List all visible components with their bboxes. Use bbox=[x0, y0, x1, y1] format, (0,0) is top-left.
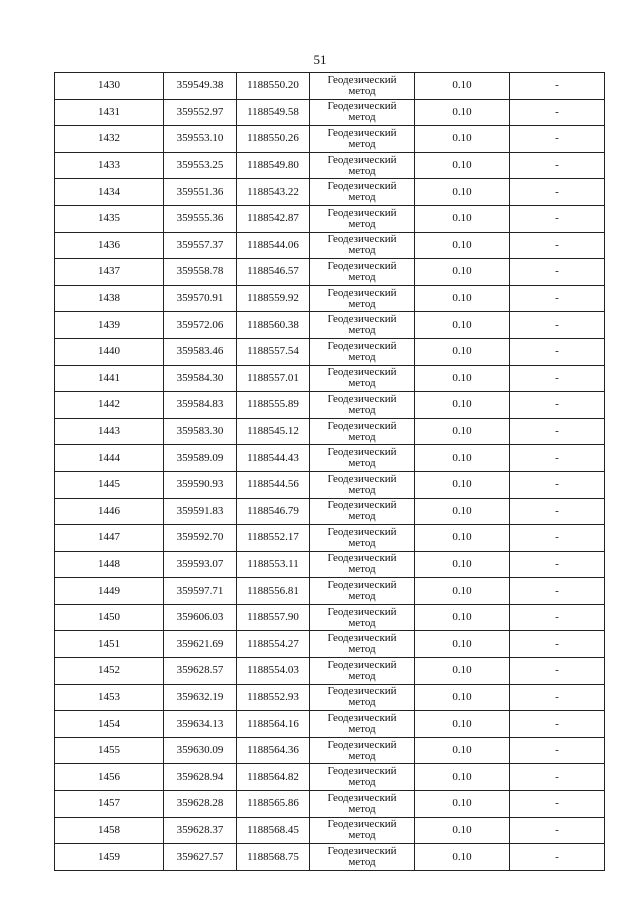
x-coordinate-cell: 359628.94 bbox=[164, 764, 237, 791]
description-cell: - bbox=[510, 73, 605, 100]
y-coordinate-cell: 1188568.75 bbox=[237, 844, 310, 871]
description-cell: - bbox=[510, 578, 605, 605]
y-coordinate-cell: 1188564.82 bbox=[237, 764, 310, 791]
y-coordinate-cell: 1188549.80 bbox=[237, 152, 310, 179]
method-cell bbox=[310, 551, 415, 578]
method-cell bbox=[310, 791, 415, 818]
accuracy-cell: 0.10 bbox=[415, 817, 510, 844]
accuracy-cell: 0.10 bbox=[415, 791, 510, 818]
x-coordinate-cell: 359551.36 bbox=[164, 179, 237, 206]
point-number-cell: 1451 bbox=[55, 631, 164, 658]
method-line-2: метод bbox=[348, 377, 376, 390]
method-line-1: Геодезический bbox=[327, 552, 397, 565]
y-coordinate-cell: 1188542.87 bbox=[237, 205, 310, 232]
method-line-2: метод bbox=[348, 164, 376, 177]
table-row bbox=[55, 578, 605, 605]
method-line-2: метод bbox=[348, 776, 376, 789]
x-coordinate-cell: 359584.30 bbox=[164, 365, 237, 392]
y-coordinate-cell: 1188557.54 bbox=[237, 338, 310, 365]
method-cell bbox=[310, 817, 415, 844]
x-coordinate-cell: 359630.09 bbox=[164, 737, 237, 764]
y-coordinate-cell: 1188545.12 bbox=[237, 418, 310, 445]
method-line-2: метод bbox=[348, 430, 376, 443]
description-cell: - bbox=[510, 604, 605, 631]
x-coordinate-cell: 359553.25 bbox=[164, 152, 237, 179]
method-cell bbox=[310, 285, 415, 312]
method-cell bbox=[310, 205, 415, 232]
table-row bbox=[55, 73, 605, 100]
method-cell bbox=[310, 684, 415, 711]
method-line-2: метод bbox=[348, 270, 376, 283]
point-number-cell: 1435 bbox=[55, 205, 164, 232]
method-line-1: Геодезический bbox=[327, 499, 397, 512]
table-row bbox=[55, 711, 605, 738]
method-cell bbox=[310, 392, 415, 419]
table-row bbox=[55, 285, 605, 312]
y-coordinate-cell: 1188565.86 bbox=[237, 791, 310, 818]
y-coordinate-cell: 1188557.01 bbox=[237, 365, 310, 392]
method-cell bbox=[310, 631, 415, 658]
table-row bbox=[55, 551, 605, 578]
y-coordinate-cell: 1188550.26 bbox=[237, 126, 310, 153]
table-row bbox=[55, 312, 605, 339]
point-number-cell: 1455 bbox=[55, 737, 164, 764]
table-row bbox=[55, 604, 605, 631]
method-line-1: Геодезический bbox=[327, 313, 397, 326]
table-row bbox=[55, 791, 605, 818]
x-coordinate-cell: 359583.30 bbox=[164, 418, 237, 445]
method-line-1: Геодезический bbox=[327, 392, 397, 405]
method-line-2: метод bbox=[348, 324, 376, 337]
table-row bbox=[55, 498, 605, 525]
method-line-1: Геодезический bbox=[327, 685, 397, 698]
method-cell bbox=[310, 471, 415, 498]
method-cell bbox=[310, 711, 415, 738]
method-cell bbox=[310, 312, 415, 339]
table-row bbox=[55, 259, 605, 286]
description-cell: - bbox=[510, 817, 605, 844]
method-cell bbox=[310, 764, 415, 791]
accuracy-cell: 0.10 bbox=[415, 152, 510, 179]
point-number-cell: 1445 bbox=[55, 471, 164, 498]
description-cell: - bbox=[510, 658, 605, 685]
table-row bbox=[55, 445, 605, 472]
method-cell bbox=[310, 604, 415, 631]
method-line-2: метод bbox=[348, 723, 376, 736]
point-number-cell: 1450 bbox=[55, 604, 164, 631]
point-number-cell: 1442 bbox=[55, 392, 164, 419]
method-line-2: метод bbox=[348, 802, 376, 815]
point-number-cell: 1449 bbox=[55, 578, 164, 605]
description-cell: - bbox=[510, 312, 605, 339]
method-cell bbox=[310, 844, 415, 871]
x-coordinate-cell: 359592.70 bbox=[164, 525, 237, 552]
point-number-cell: 1456 bbox=[55, 764, 164, 791]
point-number-cell: 1448 bbox=[55, 551, 164, 578]
method-line-2: метод bbox=[348, 403, 376, 416]
description-cell: - bbox=[510, 471, 605, 498]
y-coordinate-cell: 1188543.22 bbox=[237, 179, 310, 206]
method-line-1: Геодезический bbox=[327, 525, 397, 538]
accuracy-cell: 0.10 bbox=[415, 844, 510, 871]
y-coordinate-cell: 1188554.03 bbox=[237, 658, 310, 685]
method-line-1: Геодезический bbox=[327, 446, 397, 459]
point-number-cell: 1453 bbox=[55, 684, 164, 711]
description-cell: - bbox=[510, 711, 605, 738]
point-number-cell: 1457 bbox=[55, 791, 164, 818]
method-line-2: метод bbox=[348, 696, 376, 709]
method-line-1: Геодезический bbox=[327, 206, 397, 219]
method-line-2: метод bbox=[348, 669, 376, 682]
x-coordinate-cell: 359590.93 bbox=[164, 471, 237, 498]
x-coordinate-cell: 359572.06 bbox=[164, 312, 237, 339]
accuracy-cell: 0.10 bbox=[415, 658, 510, 685]
y-coordinate-cell: 1188544.06 bbox=[237, 232, 310, 259]
y-coordinate-cell: 1188546.57 bbox=[237, 259, 310, 286]
description-cell: - bbox=[510, 126, 605, 153]
accuracy-cell: 0.10 bbox=[415, 205, 510, 232]
x-coordinate-cell: 359606.03 bbox=[164, 604, 237, 631]
description-cell: - bbox=[510, 525, 605, 552]
x-coordinate-cell: 359634.13 bbox=[164, 711, 237, 738]
x-coordinate-cell: 359570.91 bbox=[164, 285, 237, 312]
method-cell bbox=[310, 232, 415, 259]
description-cell: - bbox=[510, 338, 605, 365]
description-cell: - bbox=[510, 764, 605, 791]
point-number-cell: 1439 bbox=[55, 312, 164, 339]
method-line-2: метод bbox=[348, 244, 376, 257]
method-line-2: метод bbox=[348, 483, 376, 496]
method-line-1: Геодезический bbox=[327, 419, 397, 432]
accuracy-cell: 0.10 bbox=[415, 764, 510, 791]
description-cell: - bbox=[510, 392, 605, 419]
method-line-1: Геодезический bbox=[327, 791, 397, 804]
accuracy-cell: 0.10 bbox=[415, 525, 510, 552]
x-coordinate-cell: 359555.36 bbox=[164, 205, 237, 232]
method-line-2: метод bbox=[348, 643, 376, 656]
accuracy-cell: 0.10 bbox=[415, 445, 510, 472]
method-line-2: метод bbox=[348, 111, 376, 124]
point-number-cell: 1440 bbox=[55, 338, 164, 365]
method-line-2: метод bbox=[348, 217, 376, 230]
y-coordinate-cell: 1188555.89 bbox=[237, 392, 310, 419]
y-coordinate-cell: 1188553.11 bbox=[237, 551, 310, 578]
point-number-cell: 1434 bbox=[55, 179, 164, 206]
method-line-2: метод bbox=[348, 191, 376, 204]
y-coordinate-cell: 1188559.92 bbox=[237, 285, 310, 312]
table-row bbox=[55, 338, 605, 365]
description-cell: - bbox=[510, 152, 605, 179]
description-cell: - bbox=[510, 737, 605, 764]
description-cell: - bbox=[510, 498, 605, 525]
accuracy-cell: 0.10 bbox=[415, 392, 510, 419]
table-row bbox=[55, 418, 605, 445]
method-line-2: метод bbox=[348, 84, 376, 97]
accuracy-cell: 0.10 bbox=[415, 551, 510, 578]
accuracy-cell: 0.10 bbox=[415, 365, 510, 392]
description-cell: - bbox=[510, 445, 605, 472]
table-body bbox=[55, 73, 605, 871]
accuracy-cell: 0.10 bbox=[415, 73, 510, 100]
method-line-2: метод bbox=[348, 616, 376, 629]
accuracy-cell: 0.10 bbox=[415, 604, 510, 631]
accuracy-cell: 0.10 bbox=[415, 684, 510, 711]
y-coordinate-cell: 1188564.36 bbox=[237, 737, 310, 764]
description-cell: - bbox=[510, 285, 605, 312]
x-coordinate-cell: 359549.38 bbox=[164, 73, 237, 100]
x-coordinate-cell: 359632.19 bbox=[164, 684, 237, 711]
y-coordinate-cell: 1188552.17 bbox=[237, 525, 310, 552]
point-number-cell: 1432 bbox=[55, 126, 164, 153]
point-number-cell: 1433 bbox=[55, 152, 164, 179]
method-line-1: Геодезический bbox=[327, 472, 397, 485]
x-coordinate-cell: 359593.07 bbox=[164, 551, 237, 578]
description-cell: - bbox=[510, 551, 605, 578]
description-cell: - bbox=[510, 259, 605, 286]
accuracy-cell: 0.10 bbox=[415, 99, 510, 126]
accuracy-cell: 0.10 bbox=[415, 498, 510, 525]
method-cell bbox=[310, 179, 415, 206]
x-coordinate-cell: 359621.69 bbox=[164, 631, 237, 658]
method-cell bbox=[310, 658, 415, 685]
method-line-2: метод bbox=[348, 510, 376, 523]
x-coordinate-cell: 359591.83 bbox=[164, 498, 237, 525]
description-cell: - bbox=[510, 232, 605, 259]
table-row bbox=[55, 631, 605, 658]
point-number-cell: 1447 bbox=[55, 525, 164, 552]
table-row bbox=[55, 152, 605, 179]
table-row bbox=[55, 232, 605, 259]
accuracy-cell: 0.10 bbox=[415, 179, 510, 206]
point-number-cell: 1444 bbox=[55, 445, 164, 472]
description-cell: - bbox=[510, 99, 605, 126]
method-line-1: Геодезический bbox=[327, 366, 397, 379]
accuracy-cell: 0.10 bbox=[415, 232, 510, 259]
x-coordinate-cell: 359558.78 bbox=[164, 259, 237, 286]
table-row bbox=[55, 764, 605, 791]
point-number-cell: 1443 bbox=[55, 418, 164, 445]
accuracy-cell: 0.10 bbox=[415, 471, 510, 498]
table-row bbox=[55, 525, 605, 552]
method-cell bbox=[310, 126, 415, 153]
point-number-cell: 1431 bbox=[55, 99, 164, 126]
method-line-1: Геодезический bbox=[327, 579, 397, 592]
x-coordinate-cell: 359553.10 bbox=[164, 126, 237, 153]
x-coordinate-cell: 359628.28 bbox=[164, 791, 237, 818]
x-coordinate-cell: 359589.09 bbox=[164, 445, 237, 472]
point-number-cell: 1430 bbox=[55, 73, 164, 100]
point-number-cell: 1458 bbox=[55, 817, 164, 844]
accuracy-cell: 0.10 bbox=[415, 338, 510, 365]
accuracy-cell: 0.10 bbox=[415, 259, 510, 286]
table-row bbox=[55, 471, 605, 498]
point-number-cell: 1454 bbox=[55, 711, 164, 738]
method-line-2: метод bbox=[348, 457, 376, 470]
table-row bbox=[55, 684, 605, 711]
table-row bbox=[55, 817, 605, 844]
accuracy-cell: 0.10 bbox=[415, 578, 510, 605]
description-cell: - bbox=[510, 844, 605, 871]
y-coordinate-cell: 1188552.93 bbox=[237, 684, 310, 711]
y-coordinate-cell: 1188544.56 bbox=[237, 471, 310, 498]
method-line-1: Геодезический bbox=[327, 259, 397, 272]
x-coordinate-cell: 359628.37 bbox=[164, 817, 237, 844]
method-line-2: метод bbox=[348, 829, 376, 842]
method-line-1: Геодезический bbox=[327, 153, 397, 166]
y-coordinate-cell: 1188568.45 bbox=[237, 817, 310, 844]
method-line-1: Геодезический bbox=[327, 339, 397, 352]
x-coordinate-cell: 359597.71 bbox=[164, 578, 237, 605]
description-cell: - bbox=[510, 418, 605, 445]
method-line-2: метод bbox=[348, 856, 376, 869]
method-cell bbox=[310, 152, 415, 179]
method-line-2: метод bbox=[348, 297, 376, 310]
point-number-cell: 1436 bbox=[55, 232, 164, 259]
y-coordinate-cell: 1188560.38 bbox=[237, 312, 310, 339]
accuracy-cell: 0.10 bbox=[415, 312, 510, 339]
table-row bbox=[55, 737, 605, 764]
accuracy-cell: 0.10 bbox=[415, 418, 510, 445]
method-line-2: метод bbox=[348, 749, 376, 762]
table-row bbox=[55, 844, 605, 871]
method-cell bbox=[310, 259, 415, 286]
method-cell bbox=[310, 525, 415, 552]
description-cell: - bbox=[510, 205, 605, 232]
x-coordinate-cell: 359583.46 bbox=[164, 338, 237, 365]
method-line-2: метод bbox=[348, 137, 376, 150]
method-line-1: Геодезический bbox=[327, 605, 397, 618]
point-number-cell: 1459 bbox=[55, 844, 164, 871]
table-row bbox=[55, 658, 605, 685]
x-coordinate-cell: 359552.97 bbox=[164, 99, 237, 126]
point-number-cell: 1441 bbox=[55, 365, 164, 392]
table-row bbox=[55, 205, 605, 232]
table-row bbox=[55, 126, 605, 153]
y-coordinate-cell: 1188544.43 bbox=[237, 445, 310, 472]
point-number-cell: 1452 bbox=[55, 658, 164, 685]
point-number-cell: 1437 bbox=[55, 259, 164, 286]
method-cell bbox=[310, 99, 415, 126]
method-cell bbox=[310, 365, 415, 392]
page-number: 51 bbox=[313, 52, 327, 67]
description-cell: - bbox=[510, 631, 605, 658]
method-line-1: Геодезический bbox=[327, 658, 397, 671]
y-coordinate-cell: 1188549.58 bbox=[237, 99, 310, 126]
y-coordinate-cell: 1188550.20 bbox=[237, 73, 310, 100]
coordinates-table bbox=[54, 72, 605, 871]
method-line-2: метод bbox=[348, 350, 376, 363]
table-row bbox=[55, 99, 605, 126]
method-cell bbox=[310, 338, 415, 365]
accuracy-cell: 0.10 bbox=[415, 737, 510, 764]
method-line-1: Геодезический bbox=[327, 286, 397, 299]
description-cell: - bbox=[510, 365, 605, 392]
x-coordinate-cell: 359584.83 bbox=[164, 392, 237, 419]
method-cell bbox=[310, 737, 415, 764]
method-line-2: метод bbox=[348, 590, 376, 603]
method-line-1: Геодезический bbox=[327, 845, 397, 858]
method-line-1: Геодезический bbox=[327, 818, 397, 831]
table-row bbox=[55, 392, 605, 419]
y-coordinate-cell: 1188564.16 bbox=[237, 711, 310, 738]
accuracy-cell: 0.10 bbox=[415, 711, 510, 738]
method-line-1: Геодезический bbox=[327, 765, 397, 778]
method-line-1: Геодезический bbox=[327, 100, 397, 113]
point-number-cell: 1438 bbox=[55, 285, 164, 312]
y-coordinate-cell: 1188556.81 bbox=[237, 578, 310, 605]
method-line-1: Геодезический bbox=[327, 712, 397, 725]
description-cell: - bbox=[510, 684, 605, 711]
x-coordinate-cell: 359557.37 bbox=[164, 232, 237, 259]
method-line-1: Геодезический bbox=[327, 126, 397, 139]
description-cell: - bbox=[510, 179, 605, 206]
method-line-1: Геодезический bbox=[327, 180, 397, 193]
method-cell bbox=[310, 418, 415, 445]
method-cell bbox=[310, 498, 415, 525]
accuracy-cell: 0.10 bbox=[415, 285, 510, 312]
method-line-1: Геодезический bbox=[327, 738, 397, 751]
x-coordinate-cell: 359628.57 bbox=[164, 658, 237, 685]
method-cell bbox=[310, 445, 415, 472]
method-cell bbox=[310, 578, 415, 605]
method-line-1: Геодезический bbox=[327, 73, 397, 86]
table-row bbox=[55, 179, 605, 206]
method-line-1: Геодезический bbox=[327, 233, 397, 246]
accuracy-cell: 0.10 bbox=[415, 631, 510, 658]
method-cell bbox=[310, 73, 415, 100]
table-row bbox=[55, 365, 605, 392]
method-line-1: Геодезический bbox=[327, 632, 397, 645]
description-cell: - bbox=[510, 791, 605, 818]
y-coordinate-cell: 1188546.79 bbox=[237, 498, 310, 525]
method-line-2: метод bbox=[348, 563, 376, 576]
method-line-2: метод bbox=[348, 536, 376, 549]
y-coordinate-cell: 1188554.27 bbox=[237, 631, 310, 658]
x-coordinate-cell: 359627.57 bbox=[164, 844, 237, 871]
point-number-cell: 1446 bbox=[55, 498, 164, 525]
accuracy-cell: 0.10 bbox=[415, 126, 510, 153]
y-coordinate-cell: 1188557.90 bbox=[237, 604, 310, 631]
